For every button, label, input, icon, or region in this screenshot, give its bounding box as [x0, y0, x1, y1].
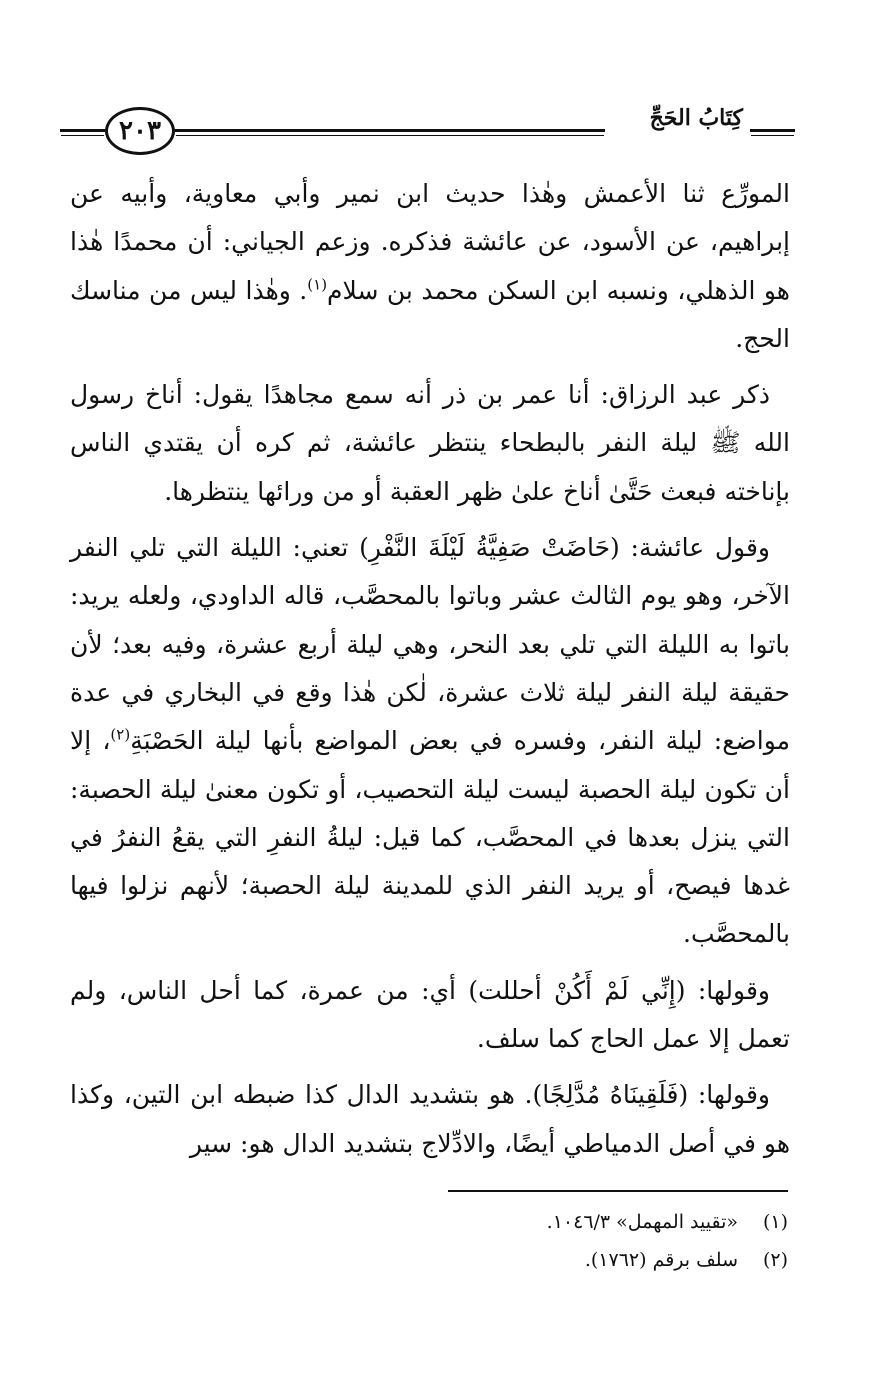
paragraph [70, 524, 790, 959]
footnote-separator [448, 1190, 788, 1192]
paragraph-text: وقولها: (إِنِّي لَمْ أَكُنْ أحللت) أي: من عمرة، كما أحل الناس، ولم تعمل إلا عمل الحاج كما سلف. [70, 975, 790, 1054]
page-header [60, 105, 795, 163]
paragraph-text: . وهٰذا ليس من مناسك الحج. [70, 275, 790, 353]
paragraph-text: ذكر عبد الرزاق: أنا عمر بن ذر أنه سمع مجاهدًا يقول: أناخ رسول الله ﷺ ليلة النفر بالبطحاء ينتظر عائشة، ثم كره أن يقتدي الناس بإناخته فبعث حَتَّىٰ أناخ علىٰ ظهر العقبة أو من ورائها ينتظرها. [70, 380, 790, 506]
paragraph [70, 170, 790, 363]
paragraph-text: وقولها: (فَلَقِينَاهُ مُدَّلِجًا). هو بتشديد الدال كذا ضبطه ابن التين، وكذا هو في أصل الدمياطي أيضًا، والادِّلاج بتشديد الدال هو: سير [70, 1080, 790, 1158]
paragraph [70, 967, 790, 1064]
header-rule [175, 129, 605, 132]
footnote-text: «تقييد المهمل» ١٠٤٦/٣. [546, 1211, 738, 1233]
footnote-number: (١) [762, 1211, 788, 1233]
header-rule-right [750, 129, 795, 132]
paragraph [70, 371, 790, 516]
page-number: ٢٠٣ [105, 107, 175, 155]
footnote-text: سلف برقم (١٧٦٢). [584, 1249, 738, 1271]
paragraph-text: ، إلا أن تكون ليلة الحصبة ليست ليلة التحصيب، أو تكون معنىٰ ليلة الحصبة: التي ينزل بعدها في المحصَّب، كما قيل: ليلةُ النفرِ التي يقعُ النفرُ في غدها فيصح، أو يريد النفر الذي للمدينة ليلة الحصبة؛ لأنهم نزلوا فيها بالمحصَّب. [70, 726, 790, 949]
book-title: كِتَابُ الحَجِّ [649, 105, 743, 131]
footnote-number: (٢) [762, 1249, 788, 1271]
header-rule-left [60, 129, 105, 132]
footnote-ref: (١) [307, 275, 328, 294]
paragraph [70, 1071, 790, 1168]
footnote [368, 1241, 788, 1279]
paragraph-text: المورِّع ثنا الأعمش وهٰذا حديث ابن نمير وأبي معاوية، وأبيه عن إبراهيم، عن الأسود، عن عائشة فذكره. وزعم الجياني: أن محمدًا هٰذا هو الذهلي، ونسبه ابن السكن محمد بن سلام [70, 179, 790, 305]
paragraph-text: وقول عائشة: (حَاضَتْ صَفِيَّةُ لَيْلَةَ النَّفْرِ) تعني: الليلة التي تلي النفر الآخر، وهو يوم الثالث عشر وباتوا بالمحصَّب، قاله الداودي، ولعله يريد: باتوا به الليلة التي تلي بعد النحر، وهي ليلة أربع عشرة، وفيه بعد؛ لأن حقيقة ليلة النفر ليلة ثلاث عشرة، لٰكن هٰذا وقع في البخاري في عدة مواضع: ليلة النفر، وفسره في بعض المواضع بأنها ليلة الحَصْبَةِ [70, 533, 790, 756]
footnote [368, 1203, 788, 1241]
main-text [70, 170, 790, 1176]
footnotes [368, 1203, 788, 1279]
footnote-ref: (٢) [110, 725, 131, 744]
